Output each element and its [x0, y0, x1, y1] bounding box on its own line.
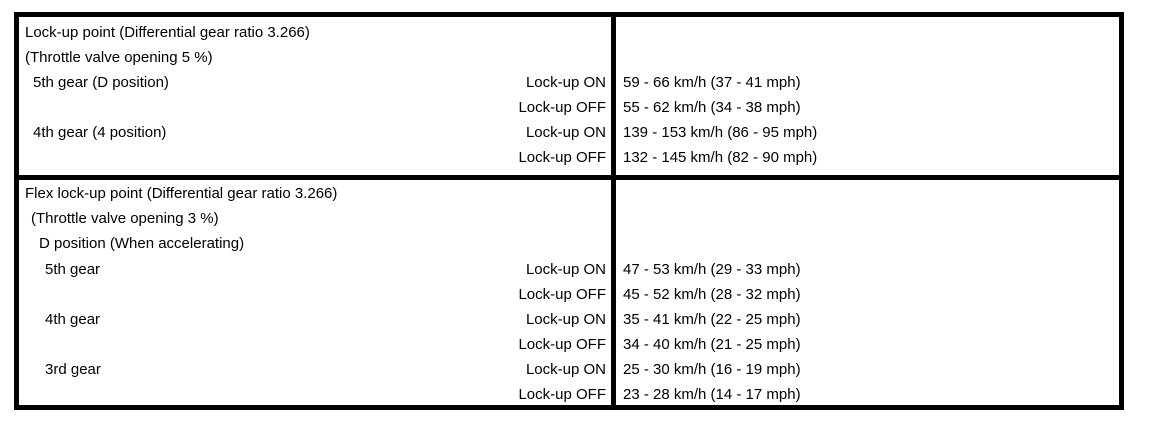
speed-value: 55 - 62 km/h (34 - 38 mph): [623, 99, 801, 116]
gear-label: 5th gear (D position): [33, 74, 169, 91]
lockup-status: Lock-up ON: [525, 74, 606, 91]
speed-value: 139 - 153 km/h (86 - 95 mph): [623, 124, 818, 141]
speed-value: 25 - 30 km/h (16 - 19 mph): [623, 361, 801, 378]
gear-label: 3rd gear: [45, 361, 101, 378]
speed-value: 23 - 28 km/h (14 - 17 mph): [623, 386, 801, 403]
speed-value: 132 - 145 km/h (82 - 90 mph): [623, 149, 818, 166]
lockup-status: Lock-up OFF: [518, 149, 606, 166]
lockup-status: Lock-up ON: [525, 261, 606, 278]
lockup-status: Lock-up ON: [525, 361, 606, 378]
speed-value: 47 - 53 km/h (29 - 33 mph): [623, 261, 801, 278]
lockup-spec-table: [14, 12, 1124, 410]
lockup-status: Lock-up OFF: [518, 286, 606, 303]
lockup-status: Lock-up OFF: [518, 99, 606, 116]
lockup-status: Lock-up OFF: [518, 386, 606, 403]
throttle-condition: (Throttle valve opening 3 %): [31, 210, 219, 227]
speed-value: 59 - 66 km/h (37 - 41 mph): [623, 74, 801, 91]
flex-lockup-section: [19, 180, 1119, 408]
section-heading: Flex lock-up point (Differential gear ratio 3.266): [25, 185, 338, 202]
lockup-status: Lock-up ON: [525, 124, 606, 141]
speed-value: 34 - 40 km/h (21 - 25 mph): [623, 336, 801, 353]
lockup-status: Lock-up ON: [525, 311, 606, 328]
position-subheading: D position (When accelerating): [39, 235, 245, 252]
lockup-status: Lock-up OFF: [518, 336, 606, 353]
gear-label: 5th gear: [45, 261, 101, 278]
throttle-condition: (Throttle valve opening 5 %): [25, 49, 213, 66]
section-heading: Lock-up point (Differential gear ratio 3.266): [25, 24, 310, 41]
speed-value: 35 - 41 km/h (22 - 25 mph): [623, 311, 801, 328]
lockup-point-section: [19, 17, 1119, 175]
speed-value: 45 - 52 km/h (28 - 32 mph): [623, 286, 801, 303]
gear-label: 4th gear (4 position): [33, 124, 167, 141]
gear-label: 4th gear: [45, 311, 101, 328]
